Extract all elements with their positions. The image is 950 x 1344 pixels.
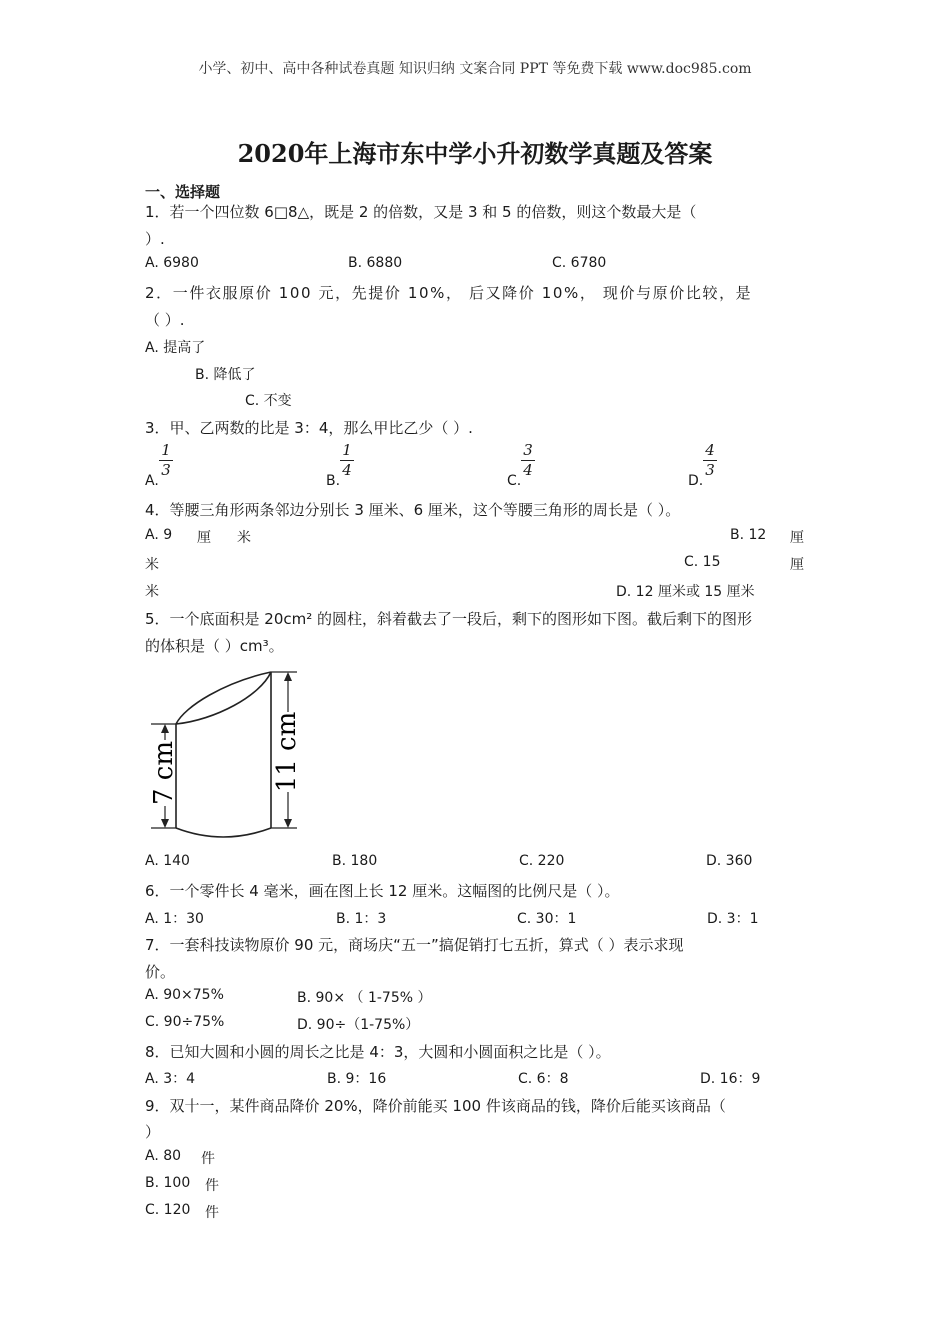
left-height-label: 7 cm xyxy=(149,740,179,806)
q9-option-c: C. 120 xyxy=(145,1202,191,1218)
q7-option-c: C. 90÷75% xyxy=(145,1014,225,1030)
q8-option-d: D. 16：9 xyxy=(700,1071,761,1087)
q2-option-b: B. 降低了 xyxy=(195,367,256,383)
q8-option-b: B. 9：16 xyxy=(327,1071,387,1087)
q7-option-b: B. 90× （ 1-75% ） xyxy=(297,990,432,1006)
q9-option-b: B. 100 xyxy=(145,1175,191,1191)
question-5-text-cont: 的体积是（ ）cm³。 xyxy=(145,637,284,655)
q6-option-a: A. 1：30 xyxy=(145,911,204,927)
page-title: 2020年上海市东中学小升初数学真题及答案 xyxy=(237,139,713,168)
q3-option-d: D. xyxy=(688,473,704,489)
q3-option-b: B. xyxy=(326,473,341,489)
page-header: 小学、初中、高中各种试卷真题 知识归纳 文案合同 PPT 等免费下载 www.doc985.com xyxy=(198,61,752,77)
q2-option-a: A. 提高了 xyxy=(145,340,206,356)
question-7-text: 7．一套科技读物原价 90 元，商场庆“五一”搞促销打七五折，算式（ ）表示求现 xyxy=(145,936,684,954)
q9-option-b-unit: 件 xyxy=(205,1178,219,1194)
q4-option-c-unit2: 米 xyxy=(145,584,159,600)
question-5-text: 5．一个底面积是 20cm² 的圆柱，斜着截去了一段后，剩下的图形如下图。截后剩下的图形 xyxy=(145,610,753,628)
q9-option-a: A. 80 xyxy=(145,1148,182,1164)
question-9-text-cont: ） xyxy=(145,1123,161,1141)
q4-option-a-unit1: 厘 xyxy=(197,530,211,546)
q4-option-c: C. 15 xyxy=(684,554,721,570)
q5-option-d: D. 360 xyxy=(706,853,753,869)
q3-fraction-b: 1 4 xyxy=(340,443,354,478)
q8-option-c: C. 6：8 xyxy=(518,1071,569,1087)
question-3-text: 3．甲、乙两数的比是 3：4，那么甲比乙少（ ）. xyxy=(145,419,473,437)
cut-cylinder-figure xyxy=(145,660,315,846)
q4-option-c-unit1: 厘 xyxy=(790,557,804,573)
question-2-text-cont: （ ）. xyxy=(145,311,185,329)
q3-fraction-d: 4 3 xyxy=(703,443,717,478)
q1-option-a: A. 6980 xyxy=(145,255,199,271)
q1-option-b: B. 6880 xyxy=(348,255,403,271)
q6-option-c: C. 30：1 xyxy=(517,911,577,927)
q9-option-a-unit: 件 xyxy=(201,1151,215,1167)
question-1-text-cont: ）. xyxy=(145,230,165,248)
q4-option-a: A. 9 xyxy=(145,527,173,543)
question-9-text: 9．双十一，某件商品降价 20%，降价前能买 100 件该商品的钱，降价后能买该商品（ xyxy=(145,1097,726,1115)
cylinder-base-arc xyxy=(176,828,271,837)
q4-option-b: B. 12 xyxy=(730,527,767,543)
section-heading: 一、选择题 xyxy=(145,183,221,201)
question-8-text: 8．已知大圆和小圆的周长之比是 4：3，大圆和小圆面积之比是（ ）。 xyxy=(145,1043,611,1061)
q3-fraction-c: 3 4 xyxy=(521,443,535,478)
q7-option-a: A. 90×75% xyxy=(145,987,224,1003)
question-6-text: 6．一个零件长 4 毫米，画在图上长 12 厘米。这幅图的比例尺是（ ）。 xyxy=(145,882,620,900)
question-4-text: 4．等腰三角形两条邻边分别长 3 厘米、6 厘米，这个等腰三角形的周长是（ ）。 xyxy=(145,501,681,519)
question-2-text: 2．一件衣服原价 100 元，先提价 10%， 后又降价 10%， 现价与原价比较，是 xyxy=(145,284,753,302)
q9-option-c-unit: 件 xyxy=(205,1205,219,1221)
q4-option-b-unit1: 厘 xyxy=(790,530,804,546)
q6-option-d: D. 3：1 xyxy=(707,911,759,927)
right-height-label: 11 cm xyxy=(272,711,302,793)
q3-fraction-a: 1 3 xyxy=(159,443,173,478)
question-1-text: 1．若一个四位数 6□8△，既是 2 的倍数，又是 3 和 5 的倍数，则这个数最大是（ xyxy=(145,203,697,221)
q5-option-c: C. 220 xyxy=(519,853,565,869)
q3-option-a: A. xyxy=(145,473,159,489)
q4-option-d: D. 12 厘米或 15 厘米 xyxy=(616,584,755,600)
q2-option-c: C. 不变 xyxy=(245,393,292,409)
question-7-text-cont: 价。 xyxy=(145,963,176,981)
q3-option-c: C. xyxy=(507,473,522,489)
q7-option-d: D. 90÷（1-75%） xyxy=(297,1017,420,1033)
q4-option-b-unit2: 米 xyxy=(145,557,159,573)
q6-option-b: B. 1：3 xyxy=(336,911,387,927)
q8-option-a: A. 3：4 xyxy=(145,1071,196,1087)
q5-option-a: A. 140 xyxy=(145,853,190,869)
cut-ellipse-bottom-arc xyxy=(176,672,271,724)
q4-option-a-unit2: 米 xyxy=(237,530,251,546)
q1-option-c: C. 6780 xyxy=(552,255,607,271)
cut-ellipse-top-arc xyxy=(176,672,271,724)
q5-option-b: B. 180 xyxy=(332,853,378,869)
